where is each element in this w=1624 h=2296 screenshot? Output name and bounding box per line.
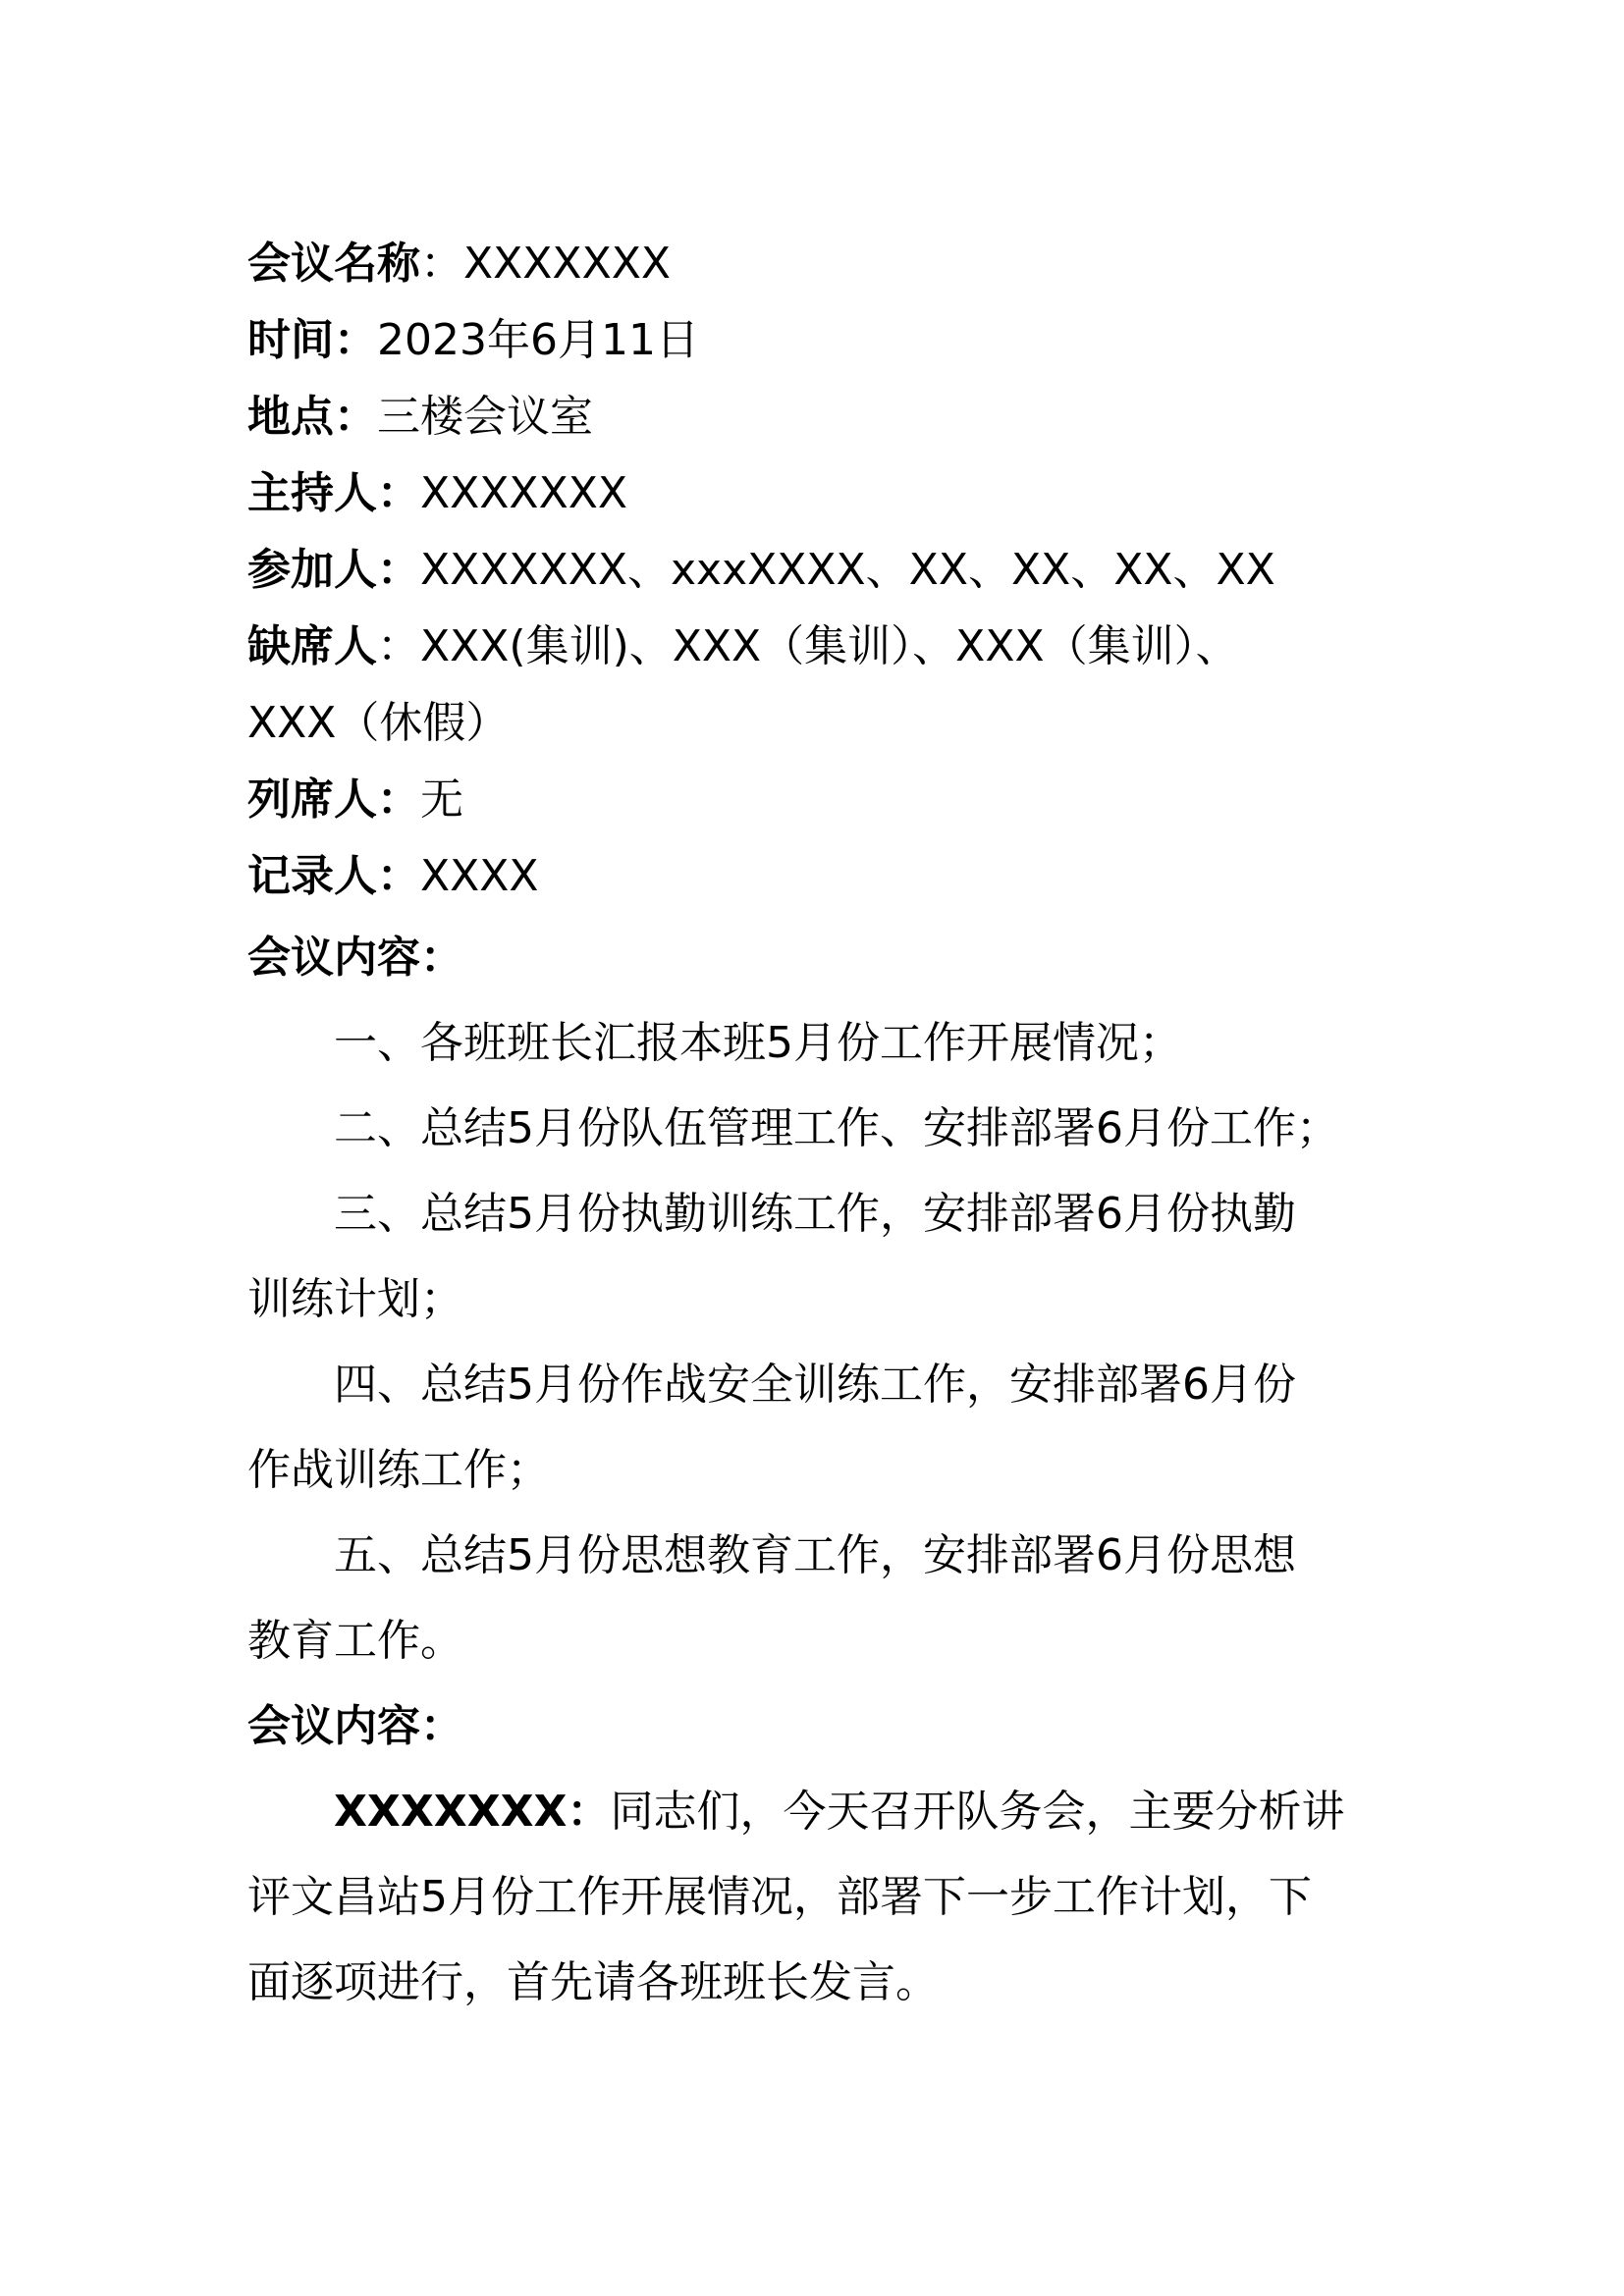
time-row	[247, 302, 1386, 379]
agenda-item-4-cont: 作战训练工作；	[247, 1445, 550, 1495]
absentees-row	[247, 609, 1386, 685]
minutes-line-2: 评文昌站5月份工作开展情况，部署下一步工作计划，下	[247, 1872, 1312, 1922]
minutes-line-3: 面逐项进行，首先请各班班长发言。	[247, 1957, 939, 2007]
location-label: 地点：	[247, 392, 377, 442]
absentees-sep: ：	[377, 621, 420, 671]
meeting-name-label: 会议名称	[247, 239, 420, 289]
host-value: XXXXXXX	[420, 468, 627, 518]
absentees-row-cont	[247, 685, 1386, 762]
recorder-value: XXXX	[420, 851, 539, 901]
agenda-item-3: 三、总结5月份执勤训练工作，安排部署6月份执勤	[334, 1189, 1296, 1239]
minutes-heading: 会议内容：	[247, 1701, 463, 1751]
host-row	[247, 455, 1386, 532]
agenda-item-1: 一、各班班长汇报本班5月份工作开展情况；	[334, 1018, 1182, 1068]
recorder-row	[247, 838, 1386, 915]
observers-value: 无	[420, 774, 463, 825]
attendees-label: 参加人：	[247, 545, 420, 595]
agenda-section	[247, 915, 1386, 2025]
recorder-label: 记录人：	[247, 851, 420, 901]
observers-row	[247, 762, 1386, 838]
absentees-label: 缺席人	[247, 621, 377, 671]
host-label: 主持人：	[247, 468, 420, 518]
attendees-value: XXXXXXX、xxxXXXX、XX、XX、XX、XX	[420, 545, 1275, 595]
meeting-name-sep: ：	[420, 239, 463, 289]
minutes-speaker: XXXXXXX：	[334, 1787, 611, 1837]
minutes-text-1: 同志们，今天召开队务会，主要分析讲	[610, 1787, 1345, 1837]
observers-label: 列席人：	[247, 774, 420, 825]
time-label: 时间：	[247, 315, 377, 365]
meeting-name-row	[247, 226, 1386, 302]
document-page	[247, 226, 1386, 2025]
location-row	[247, 379, 1386, 455]
agenda-item-3-cont: 训练计划；	[247, 1274, 463, 1324]
absentees-value-cont: XXX（休假）	[247, 698, 510, 748]
meeting-name-value: XXXXXXX	[463, 239, 671, 289]
agenda-item-5: 五、总结5月份思想教育工作，安排部署6月份思想	[334, 1530, 1296, 1580]
minutes-line-1	[247, 1769, 1386, 1854]
time-value: 2023年6月11日	[377, 315, 699, 365]
absentees-value: XXX(集训)、XXX（集训）、XXX（集训）、	[420, 621, 1239, 671]
agenda-item-4: 四、总结5月份作战安全训练工作，安排部署6月份	[334, 1360, 1296, 1410]
agenda-item-2: 二、总结5月份队伍管理工作、安排部署6月份工作；	[334, 1103, 1339, 1153]
agenda-item-5-cont: 教育工作。	[247, 1616, 463, 1666]
agenda-heading: 会议内容：	[247, 933, 463, 983]
location-value: 三楼会议室	[377, 392, 593, 442]
attendees-row	[247, 532, 1386, 609]
